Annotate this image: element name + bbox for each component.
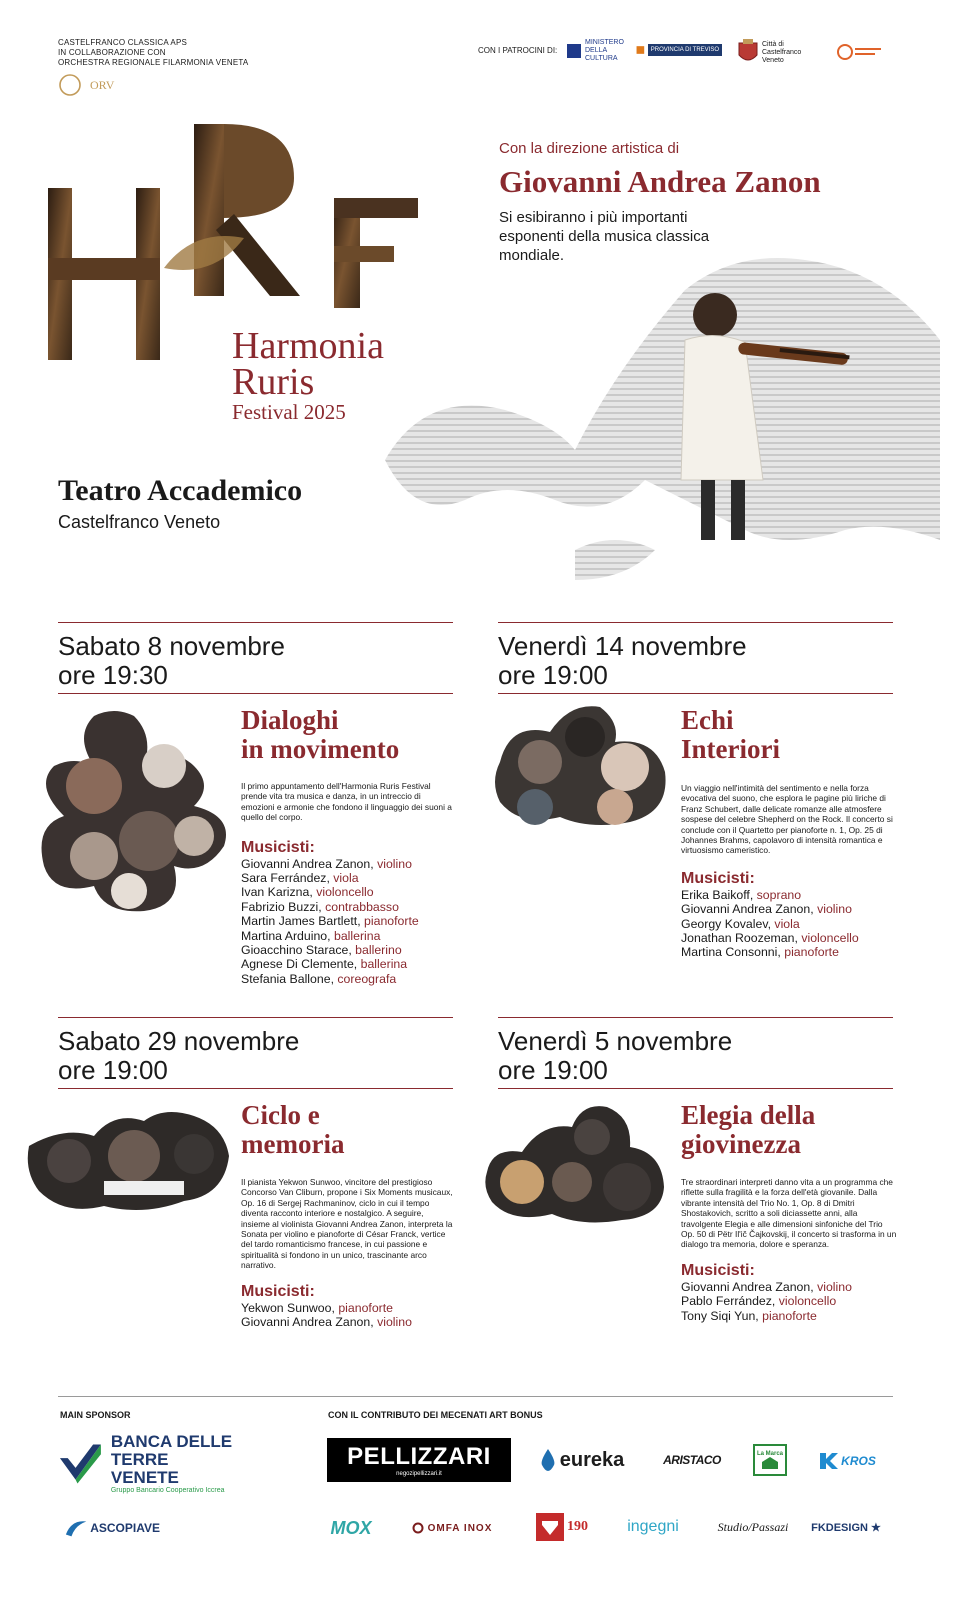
musician-role: violino: [377, 856, 412, 871]
provincia-logo: [636, 42, 722, 58]
musician-role: contrabbasso: [325, 899, 399, 914]
musician-role: soprano: [756, 887, 802, 902]
ascopiave-logo: [64, 1514, 160, 1542]
musician-role: pianoforte: [762, 1308, 817, 1323]
musician-row: Martin James Bartlett, pianoforte: [241, 914, 419, 929]
musicians-list: [241, 857, 456, 987]
musician-row: Erika Baikoff, soprano: [681, 887, 802, 902]
musician-role: violino: [817, 1279, 852, 1294]
musician-name: Sara Ferrández: [241, 871, 327, 886]
event-date: Venerdì 14 novembre: [498, 631, 747, 661]
divider: [498, 622, 893, 623]
musician-role: pianoforte: [338, 1300, 394, 1315]
organizer-block: [58, 38, 298, 68]
divider: [58, 1017, 453, 1018]
red-badge-logo: [530, 1512, 594, 1542]
musicians-label: Musicisti:: [241, 838, 315, 856]
event-1-photo-collage: [34, 706, 234, 916]
organizer-line: CASTELFRANCO CLASSICA APS: [58, 38, 188, 47]
musician-name: Georgy Kovalev: [681, 916, 768, 931]
event-2-collage: [490, 702, 670, 832]
musician-row: Agnese Di Clemente, ballerina: [241, 957, 408, 972]
kros-k-icon: [820, 1453, 838, 1469]
event-date: Sabato 29 novembre: [58, 1026, 300, 1056]
ministero-text: MINISTERO DELLA CULTURA: [585, 39, 624, 62]
event-description: Il pianista Yekwon Sunwoo, vincitore del prestigioso Concorso Van Cliburn, propone i Six Moments musicaux, Op. 16 di Sergej Rachmaninov, ciclo in cui il tempo diventa racconto interiore e nostalgico. A seguire, insieme al violinista Giovanni Andrea Zanon, interpreta la Sonata per violino e pianoforte di César Franck, vertice del tardo romanticismo francese, in cui passione e spiritualità si fondono in un unico, trascinante arco narrativo.: [241, 1177, 453, 1271]
orv-logo-text: ORV: [90, 77, 115, 92]
eureka-drop-icon: [540, 1449, 556, 1471]
musicians-label: Musicisti:: [681, 1261, 755, 1279]
provincia-text: PROVINCIA DI TREVISO: [648, 44, 722, 56]
direction-description: Si esibiranno i più importanti esponenti della musica classica mondiale.: [499, 209, 710, 264]
aristaco-logo: [657, 1450, 727, 1470]
kros-text: KROS: [841, 1454, 876, 1468]
event-2-date: [498, 632, 747, 690]
musician-role: violoncello: [778, 1294, 837, 1309]
musician-name: Fabrizio Buzzi: [241, 899, 319, 914]
pellizzari-url: negozipellizzari.it: [396, 1471, 442, 1477]
orv-logo-icon: [58, 73, 86, 97]
event-4-collage: [482, 1102, 667, 1227]
city-crest-icon: [737, 39, 759, 67]
musician-row: Martina Arduino, ballerina: [241, 928, 381, 943]
musician-role: ballerina: [333, 928, 381, 943]
event-time: ore 19:00: [498, 660, 608, 690]
event-3-collage: [24, 1106, 234, 1221]
event-description: Tre straordinari interpreti danno vita a un programma che riflette sulla fragilità e la forza dell'età giovanile. Dalla vibrante intensità del Trio No. 1, Op. 8 di Dmitri Shostakovich, scritto a soli diciassette anni, alla travolgente Elegia e alle dimensioni sinfoniche del Trio Op. 50 di Pëtr Il'ič Čajkovskij, il concerto si trasforma in un dialogo tra memoria, dolore e speranza.: [681, 1177, 897, 1250]
musician-role: pianoforte: [784, 945, 839, 960]
event-4-photo-collage: [482, 1102, 667, 1227]
banca-terre-venete-logo: [58, 1431, 238, 1494]
red-shield-icon: [536, 1513, 564, 1541]
kros-logo: [812, 1450, 884, 1472]
bank-name-line2: TERRE VENETE: [110, 1449, 179, 1487]
musician-role: ballerina: [360, 957, 408, 972]
ascopiave-wave-icon: [64, 1517, 88, 1539]
event-1-collage: [34, 706, 234, 916]
divider: [498, 1017, 893, 1018]
event-title: Interiori: [681, 734, 780, 764]
event-title: Echi: [681, 705, 734, 735]
hrf-monogram-text: [44, 118, 46, 119]
lamarca-text: La Marca: [756, 1451, 783, 1457]
musician-row: Pablo Ferrández, violoncello: [681, 1294, 837, 1309]
violinist-image: [385, 250, 940, 590]
musician-role: viola: [333, 871, 359, 886]
orv-logo: [58, 72, 128, 98]
musician-row: Stefania Ballone, coreografa: [241, 971, 397, 986]
musician-row: Giovanni Andrea Zanon, violino: [681, 1279, 852, 1294]
musician-name: Giovanni Andrea Zanon: [241, 856, 371, 871]
divider: [498, 693, 893, 694]
ingegni-text: ingegni: [627, 1518, 679, 1535]
partner-swirl-icon: [836, 42, 884, 62]
musician-name: Giovanni Andrea Zanon: [241, 1315, 371, 1330]
event-4-body: [681, 1101, 901, 1323]
musician-name: Agnese Di Clemente: [241, 957, 354, 972]
event-title: in movimento: [241, 734, 400, 764]
musician-role: violoncello: [801, 931, 859, 946]
lamarca-house-icon: [760, 1457, 780, 1469]
event-2-body: [681, 706, 903, 960]
musician-row: Giovanni Andrea Zanon, violino: [681, 902, 852, 917]
omfa-inox-logo: [406, 1518, 498, 1538]
musicians-list: [681, 888, 903, 960]
event-3-body: [241, 1101, 456, 1329]
musician-name: Pablo Ferrández: [681, 1294, 772, 1309]
ministero-logo: [566, 40, 628, 62]
musician-row: Ivan Karizna, violoncello: [241, 885, 374, 900]
festival-year: Festival 2025: [232, 400, 346, 424]
event-description: Il primo appuntamento dell'Harmonia Ruris Festival prende vita tra musica e danza, in un intreccio di emozioni e armonie che fondono il linguaggio dei suoni a quello del corpo.: [241, 781, 452, 823]
musician-row: Yekwon Sunwoo, pianoforte: [241, 1300, 394, 1315]
musician-name: Giovanni Andrea Zanon: [681, 1279, 811, 1294]
musician-row: Tony Siqi Yun, pianoforte: [681, 1308, 817, 1323]
ministero-icon: [566, 43, 582, 59]
event-title: Dialoghi: [241, 705, 339, 735]
musician-name: Erika Baikoff: [681, 887, 750, 902]
patronage-label: CON I PATROCINI DI:: [478, 46, 558, 55]
musician-name: Yekwon Sunwoo: [241, 1300, 332, 1315]
badge-190-text: 190: [567, 1519, 588, 1534]
pellizzari-logo: [327, 1438, 511, 1482]
musician-name: Tony Siqi Yun: [681, 1308, 756, 1323]
musician-row: Jonathan Roozeman, violoncello: [681, 931, 859, 946]
sponsor-divider: [58, 1396, 893, 1397]
aristaco-text: ARISTACO: [663, 1453, 721, 1467]
event-1-date: [58, 632, 285, 690]
bank-check-icon: [58, 1440, 103, 1486]
event-title: Ciclo e: [241, 1100, 320, 1130]
musician-row: Fabrizio Buzzi, contrabbasso: [241, 899, 399, 914]
musicians-list: [681, 1280, 901, 1323]
musician-name: Gioacchino Starace: [241, 943, 349, 958]
eureka-logo: [534, 1444, 630, 1476]
musician-name: Martina Consonni: [681, 945, 778, 960]
event-title: memoria: [241, 1129, 345, 1159]
musician-role: coreografa: [337, 971, 397, 986]
festival-name-line2: Ruris: [232, 361, 315, 403]
partner-logo-orange: [836, 42, 884, 62]
mox-text: MOX: [330, 1517, 372, 1538]
event-time: ore 19:30: [58, 660, 168, 690]
divider: [58, 622, 453, 623]
pellizzari-text: PELLIZZARI: [347, 1443, 491, 1470]
event-date: Sabato 8 novembre: [58, 631, 285, 661]
organizer-line: IN COLLABORAZIONE CON: [58, 48, 166, 57]
event-4-date: [498, 1027, 732, 1085]
musician-name: Stefania Ballone: [241, 971, 331, 986]
omfa-text: OMFA INOX: [427, 1522, 493, 1534]
studio-passazi-logo: [708, 1516, 798, 1538]
venue-city: Castelfranco Veneto: [58, 512, 221, 532]
event-title: giovinezza: [681, 1129, 801, 1159]
musician-role: ballerino: [355, 943, 402, 958]
musicians-list: [241, 1301, 456, 1330]
divider: [58, 693, 453, 694]
bank-name-line1: BANCA DELLE: [110, 1431, 233, 1451]
musician-name: Martin James Bartlett: [241, 914, 358, 929]
divider: [498, 1088, 893, 1089]
fkdesign-logo: [810, 1516, 882, 1538]
main-sponsor-label: MAIN SPONSOR: [60, 1410, 131, 1420]
musician-role: violino: [377, 1315, 412, 1330]
fkdesign-text: FKDESIGN ★: [811, 1521, 881, 1534]
musician-row: Martina Consonni, pianoforte: [681, 945, 839, 960]
festival-name-line1: Harmonia: [232, 325, 384, 367]
provincia-icon: [636, 42, 645, 58]
organizer-line: ORCHESTRA REGIONALE FILARMONIA VENETA: [58, 58, 249, 67]
musician-row: Georgy Kovalev, viola: [681, 916, 800, 931]
art-bonus-label: CON IL CONTRIBUTO DEI MECENATI ART BONUS: [328, 1410, 543, 1420]
musician-name: Jonathan Roozeman: [681, 931, 795, 946]
event-date: Venerdì 5 novembre: [498, 1026, 733, 1056]
castelfranco-text: Città di Castelfranco Veneto: [762, 41, 802, 64]
musician-name: Ivan Karizna: [241, 885, 310, 900]
musician-row: Giovanni Andrea Zanon, violino: [241, 856, 412, 871]
castelfranco-logo: [737, 38, 829, 68]
musician-name: Martina Arduino: [241, 928, 328, 943]
event-time: ore 19:00: [58, 1055, 168, 1085]
musicians-label: Musicisti:: [241, 1282, 315, 1300]
divider: [58, 1088, 453, 1089]
lamarca-logo: [753, 1444, 787, 1476]
ingegni-logo: [618, 1516, 688, 1538]
musician-role: viola: [774, 916, 800, 931]
mox-logo: [327, 1516, 375, 1540]
event-2-photo-collage: [490, 702, 670, 832]
ascopiave-text: ASCOPIAVE: [90, 1521, 160, 1535]
musician-role: pianoforte: [364, 914, 419, 929]
eureka-text: eureka: [559, 1448, 625, 1471]
direction-label: Con la direzione artistica di: [499, 140, 680, 157]
bank-text: [111, 1433, 238, 1494]
musician-row: Giovanni Andrea Zanon, violino: [241, 1315, 412, 1330]
musician-row: Gioacchino Starace, ballerino: [241, 943, 402, 958]
bank-subline: Gruppo Bancario Cooperativo Iccrea: [110, 1486, 225, 1494]
musician-role: violino: [817, 902, 852, 917]
event-time: ore 19:00: [498, 1055, 608, 1085]
event-description: Un viaggio nell'intimità del sentimento e nella forza evocativa del suono, che esplora le pagine più liriche di Franz Schubert, dalle delicate romanze alle atmosfere sospese del celebre Shepherd on the Rock. Il concerto si conclude con il Quartetto per pianoforte n. 1, Op. 25 di Johannes Brahms, capolavoro di intensità romantica e virtuosismo cameristico.: [681, 783, 893, 856]
musician-row: Sara Ferrández, viola: [241, 871, 359, 886]
omfa-ring-icon: [412, 1522, 424, 1534]
director-name: Giovanni Andrea Zanon: [499, 164, 821, 199]
event-1-body: [241, 706, 456, 986]
musician-name: Giovanni Andrea Zanon: [681, 902, 811, 917]
event-3-date: [58, 1027, 299, 1085]
violinist-wave-art: [385, 250, 940, 590]
musician-role: violoncello: [316, 885, 374, 900]
musicians-label: Musicisti:: [681, 869, 755, 887]
event-3-photo-collage: [24, 1106, 234, 1221]
venue-name: Teatro Accademico: [58, 474, 303, 507]
studio-text: Studio/Passazi: [717, 1519, 789, 1534]
event-title: Elegia della: [681, 1100, 816, 1130]
